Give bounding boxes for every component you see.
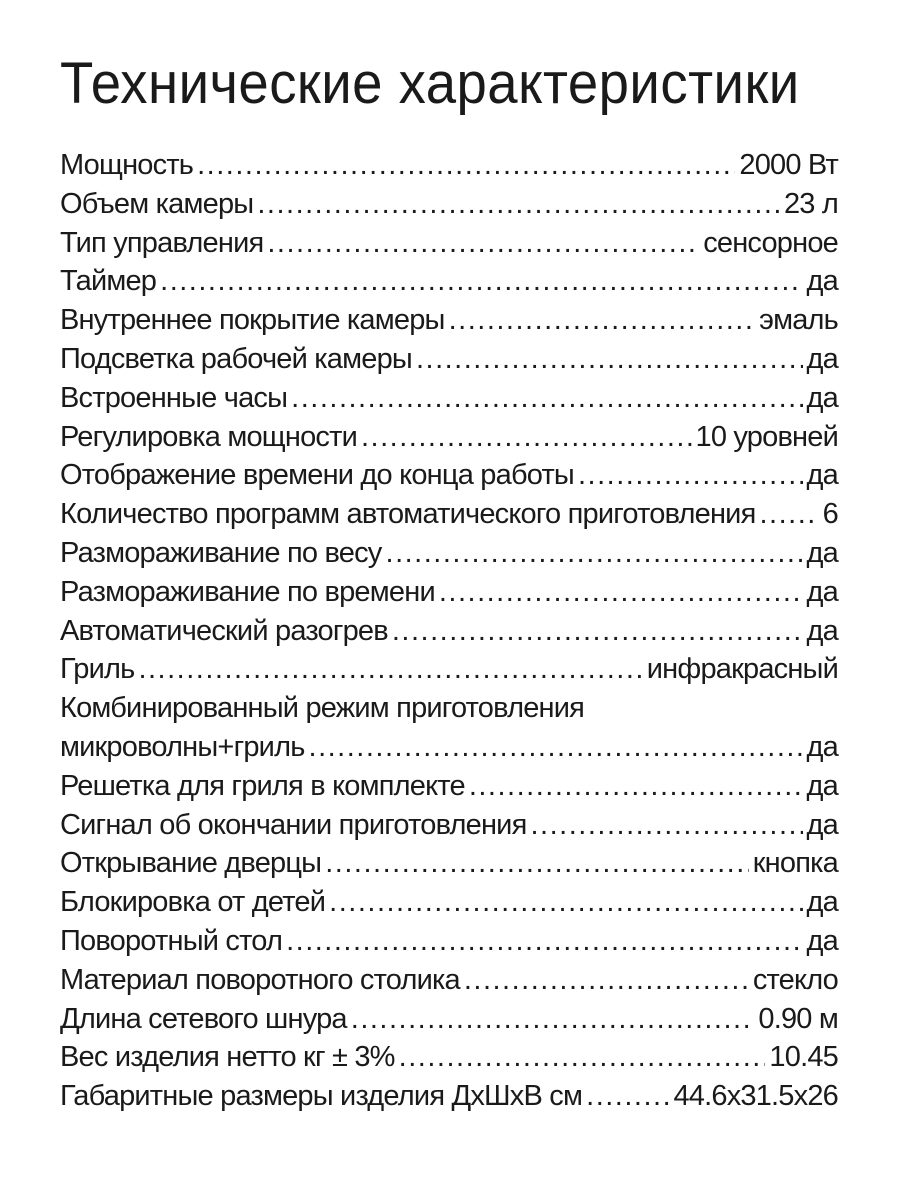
spec-row-cord-length xyxy=(60,1000,838,1039)
dot-leader xyxy=(759,495,818,534)
dot-leader xyxy=(325,844,749,883)
spec-value: стекло xyxy=(752,963,838,996)
dot-leader xyxy=(309,728,803,767)
spec-value: да xyxy=(806,575,838,608)
spec-row-net-weight xyxy=(60,1038,838,1077)
dot-leader xyxy=(329,883,802,922)
spec-row-door-opening xyxy=(60,844,838,883)
spec-label: Длина сетевого шнура xyxy=(60,1002,347,1035)
spec-row-control-type xyxy=(60,224,838,263)
spec-label: Тип управления xyxy=(60,226,264,259)
dot-leader xyxy=(257,185,780,224)
spec-row-interior-coating xyxy=(60,301,838,340)
spec-label: Внутреннее покрытие камеры xyxy=(60,304,445,337)
spec-label: Подсветка рабочей камеры xyxy=(60,342,412,375)
dot-leader xyxy=(160,262,802,301)
dot-leader xyxy=(439,573,803,612)
spec-label: Автоматический разогрев xyxy=(60,614,388,647)
dot-leader xyxy=(291,379,802,418)
spec-row-auto-reheat xyxy=(60,612,838,651)
spec-label: Комбинированный режим приготовления xyxy=(60,692,585,725)
spec-label: Объем камеры xyxy=(60,187,254,220)
spec-value: 10 уровней xyxy=(695,420,838,453)
spec-label: микроволны+гриль xyxy=(60,730,305,763)
dot-leader xyxy=(351,1000,755,1039)
spec-label: Гриль xyxy=(60,653,135,686)
spec-row-chamber-volume xyxy=(60,185,838,224)
spec-row-grill-rack xyxy=(60,767,838,806)
dot-leader xyxy=(464,961,749,1000)
spec-value: 10.45 xyxy=(769,1041,838,1074)
spec-row-defrost-weight xyxy=(60,534,838,573)
spec-row-turntable xyxy=(60,922,838,961)
spec-row-defrost-time xyxy=(60,573,838,612)
dot-leader xyxy=(361,418,692,457)
spec-row-power xyxy=(60,146,838,185)
dot-leader xyxy=(586,1077,669,1116)
spec-value: 6 xyxy=(822,498,838,531)
spec-label: Отображение времени до конца работы xyxy=(60,459,574,492)
spec-value: да xyxy=(806,769,838,802)
spec-value: 0.90 м xyxy=(758,1002,838,1035)
spec-row-chamber-light xyxy=(60,340,838,379)
spec-label: Мощность xyxy=(60,149,194,181)
spec-row-time-remaining-display xyxy=(60,456,838,495)
spec-label: Габаритные размеры изделия ДхШхВ см xyxy=(60,1080,583,1113)
dot-leader xyxy=(399,1038,766,1077)
dot-leader xyxy=(286,922,802,961)
dot-leader xyxy=(392,612,803,651)
spec-value: 2000 Вт xyxy=(739,149,838,181)
spec-label: Регулировка мощности xyxy=(60,420,357,453)
spec-value: да xyxy=(806,265,838,298)
spec-value: да xyxy=(806,886,838,919)
spec-value: кнопка xyxy=(752,847,838,880)
dot-leader xyxy=(267,224,699,263)
spec-row-built-in-clock xyxy=(60,379,838,418)
spec-row-combined-mode xyxy=(60,728,838,767)
spec-label: Таймер xyxy=(60,265,157,298)
spec-value: да xyxy=(806,924,838,957)
spec-row-timer xyxy=(60,262,838,301)
spec-label: Поворотный стол xyxy=(60,924,283,957)
dot-leader xyxy=(531,806,803,845)
spec-row-end-signal xyxy=(60,806,838,845)
spec-label: Решетка для гриля в комплекте xyxy=(60,769,465,802)
spec-label: Сигнал об окончании приготовления xyxy=(60,808,527,841)
spec-row-dimensions xyxy=(60,1077,838,1116)
spec-value: да xyxy=(806,614,838,647)
dot-leader xyxy=(138,650,642,689)
spec-value: да xyxy=(806,381,838,414)
spec-label: Блокировка от детей xyxy=(60,886,326,919)
spec-value: да xyxy=(806,808,838,841)
spec-row-combined-mode-heading xyxy=(60,689,838,728)
spec-value: сенсорное xyxy=(703,226,838,259)
spec-row-auto-programs xyxy=(60,495,838,534)
spec-row-power-levels xyxy=(60,418,838,457)
spec-value: да xyxy=(806,342,838,375)
spec-list xyxy=(60,146,838,1116)
spec-row-grill xyxy=(60,650,838,689)
spec-value: инфракрасный xyxy=(646,653,838,686)
page-title: Технические характеристики xyxy=(60,51,800,116)
spec-value: да xyxy=(806,459,838,492)
dot-leader xyxy=(197,146,735,185)
spec-value: 23 л xyxy=(783,187,838,220)
spec-label: Размораживание по времени xyxy=(60,575,435,608)
dot-leader xyxy=(386,534,803,573)
spec-value: да xyxy=(806,730,838,763)
dot-leader xyxy=(578,456,803,495)
spec-label: Размораживание по весу xyxy=(60,536,382,569)
spec-label: Встроенные часы xyxy=(60,381,288,414)
spec-row-turntable-material xyxy=(60,961,838,1000)
spec-value: да xyxy=(806,536,838,569)
spec-value: 44.6x31.5x26 xyxy=(673,1080,838,1113)
dot-leader xyxy=(469,767,803,806)
dot-leader xyxy=(449,301,756,340)
spec-label: Количество программ автоматического приготовления xyxy=(60,498,756,531)
dot-leader xyxy=(416,340,803,379)
spec-row-child-lock xyxy=(60,883,838,922)
spec-label: Материал поворотного столика xyxy=(60,963,460,996)
spec-label: Вес изделия нетто кг ± 3% xyxy=(60,1041,395,1074)
spec-label: Открывание дверцы xyxy=(60,847,322,880)
spec-value: эмаль xyxy=(759,304,838,337)
